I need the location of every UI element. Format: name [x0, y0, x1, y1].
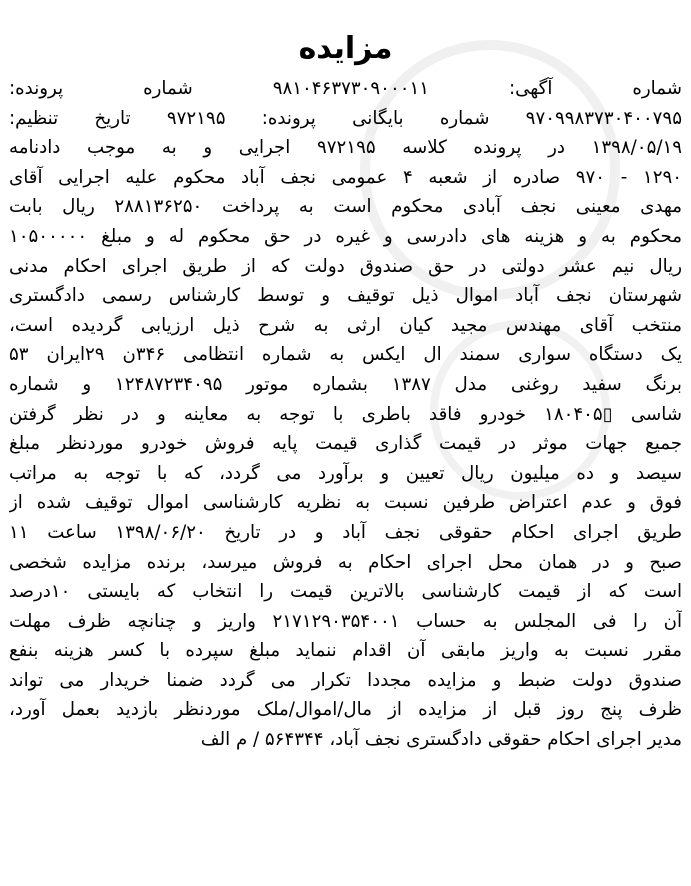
- notice-title: مزایده: [298, 31, 393, 66]
- notice-line: منتخب آقای مهندس مجید کیان ارثی به شرح ذیل ارزیابی گردیده است،: [9, 314, 682, 336]
- notice-line: مهدی معینی نجف آبادی محکوم است به پرداخت ۲۸۸۱۳۶۲۵۰ ریال بابت: [9, 196, 682, 218]
- notice-line: ۹۷۰۹۹۸۳۷۳۰۴۰۰۷۹۵ شماره بایگانی پرونده: ۹۷۲۱۹۵ تاریخ تنظیم:: [9, 107, 682, 129]
- notice-signature-line: مدیر اجرای احکام حقوقی دادگستری نجف آباد، ۵۶۴۳۴۴ / م الف: [200, 729, 682, 751]
- notice-line: سیصد و ده میلیون ریال تعیین و برآورد می گردد، که با توجه به مراتب: [9, 462, 682, 484]
- notice-line: برنگ سفید روغنی مدل ۱۳۸۷ بشماره موتور ۱۲۴۸۷۲۳۴۰۹۵ و شماره: [9, 373, 682, 395]
- notice-line: آن را فی المجلس به حساب ۲۱۷۱۲۹۰۳۵۴۰۰۱ واریز و چنانچه ظرف مهلت: [9, 610, 682, 632]
- notice-line: شاسی ▯۱۸۰۴۰۵ خودرو فاقد باطری با توجه به معاینه و در نظر گرفتن: [9, 403, 682, 425]
- notice-line: شهرستان نجف آباد اموال ذیل توقیف و توسط کارشناس رسمی دادگستری: [9, 285, 682, 307]
- notice-line: فوق و عدم اعتراض طرفین نسبت به نظریه کارشناسی اموال توقیف شده از: [9, 492, 682, 514]
- notice-line: ۱۳۹۸/۰۵/۱۹ در پرونده کلاسه ۹۷۲۱۹۵ اجرایی و به موجب دادنامه: [9, 137, 682, 159]
- notice-line: محکوم به و هزینه های دادرسی و غیره در حق محکوم له و مبلغ ۱۰۵۰۰۰۰۰: [9, 225, 682, 247]
- notice-line: ریال نیم عشر دولتی در حق صندوق دولت که از طریق اجرای احکام مدنی: [9, 255, 682, 277]
- notice-line: طریق اجرای احکام حقوقی نجف آباد و در تاریخ ۱۳۹۸/۰۶/۲۰ ساعت ۱۱: [9, 521, 682, 543]
- notice-body: [9, 74, 682, 755]
- notice-line: ظرف پنج روز قبل از مزایده از مال/اموال/ملک موردنظر بازدید بعمل آورد،: [9, 699, 682, 721]
- notice-line: مقرر نسبت به واریز مابقی آن اقدام ننماید مبلغ سپرده با کسر هزینه بنفع: [9, 640, 682, 662]
- notice-line: شماره آگهی: ۹۸۱۰۴۶۳۷۳۰۹۰۰۰۱۱ شماره پرونده:: [9, 78, 682, 99]
- notice-line: ۱۲۹۰ - ۹۷۰ صادره از شعبه ۴ عمومی نجف آباد محکوم علیه اجرایی آقای: [9, 166, 682, 188]
- notice-line: است که از قیمت کارشناسی بالاترین قیمت را انتخاب که بایستی ۱۰درصد: [9, 581, 682, 603]
- notice-line: جمیع جهات موثر در قیمت گذاری قیمت پایه فروش خودرو موردنظر مبلغ: [9, 433, 682, 455]
- notice-line: صندوق دولت ضبط و مزایده مجددا تکرار می گردد ضمنا خریدار می تواند: [9, 669, 682, 691]
- notice-line: یک دستگاه سواری سمند ال ایکس به شماره انتظامی ۳۴۶ن ۲۹ایران ۵۳: [9, 344, 682, 366]
- notice-line: صبح و در همان محل اجرای احکام به فروش میرسد، برنده مزایده شخصی: [9, 551, 682, 573]
